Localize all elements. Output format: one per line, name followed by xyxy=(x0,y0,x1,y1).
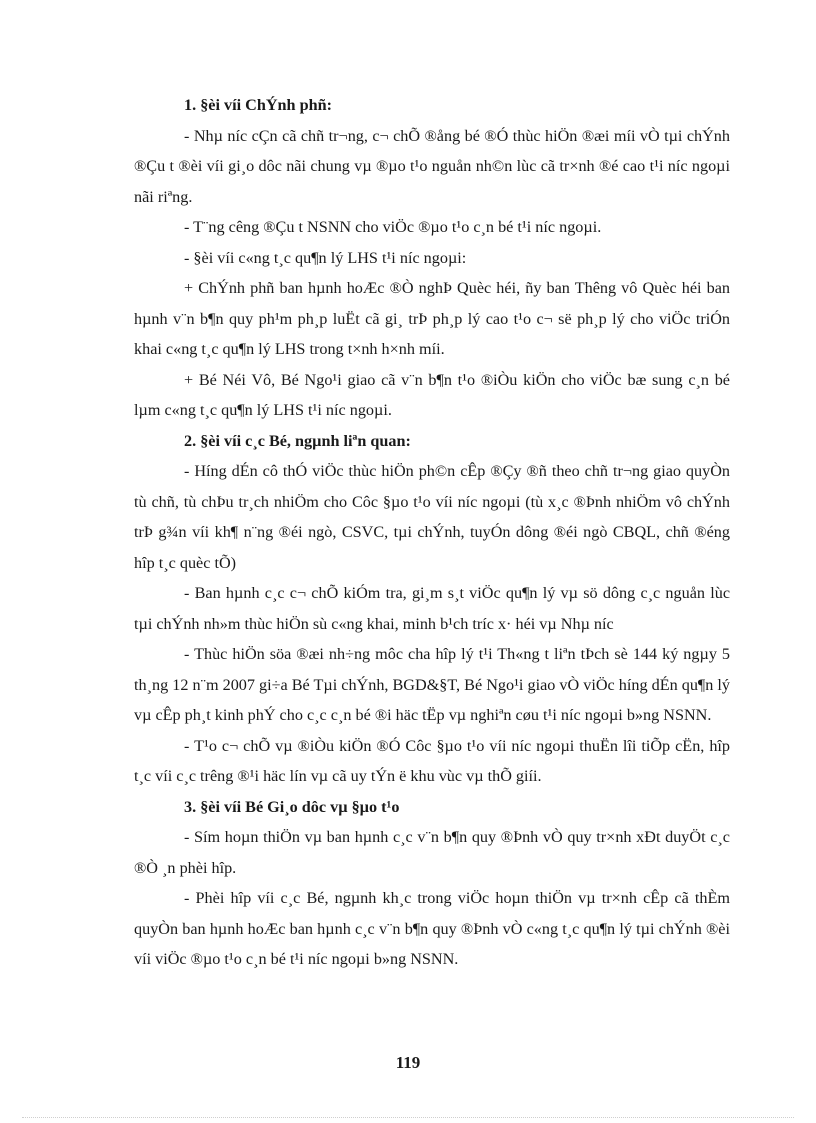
paragraph: - Ban hµnh c¸c c¬ chÕ kiÓm tra, gi¸m s¸t viÖc qu¶n lý vµ sö dông c¸c nguån lùc tµi chÝnh nh»m thùc hiÖn sù c«ng khai, minh b¹ch tríc x· héi vµ Nhµ níc xyxy=(134,584,730,633)
paragraph: - §èi víi c«ng t¸c qu¶n lý LHS t¹i níc ngoµi: xyxy=(184,248,467,267)
section-heading-2: 2. §èi víi c¸c Bé, ngµnh liªn quan: xyxy=(184,431,411,450)
paragraph: + ChÝnh phñ ban hµnh hoÆc ®Ò nghÞ Quèc héi, ñy ban Thêng vô Quèc héi ban hµnh v¨n b¶n quy ph¹m ph¸p luËt cã gi¸ trÞ ph¸p lý cao t¹o c¬ së ph¸p lý cho viÖc triÓn khai c«ng t¸c qu¶n lý LHS trong t×nh h×nh míi. xyxy=(134,279,730,358)
section-heading-3: 3. §èi víi Bé Gi¸o dôc vµ §µo t¹o xyxy=(184,797,400,816)
paragraph: + Bé Néi Vô, Bé Ngo¹i giao cã v¨n b¶n t¹o ®iÒu kiÖn cho viÖc bæ sung c¸n bé lµm c«ng t¸c qu¶n lý LHS t¹i níc ngoµi. xyxy=(134,370,730,419)
paragraph: - T¹o c¬ chÕ vµ ®iÒu kiÖn ®Ó Côc §µo t¹o víi níc ngoµi thuËn lîi tiÕp cËn, hîp t¸c víi c¸c trêng ®¹i häc lín vµ cã uy tÝn ë khu vùc vµ thÕ giíi. xyxy=(134,736,730,785)
page-number: 119 xyxy=(395,1053,421,1072)
paragraph: - T¨ng cêng ®Çu t NSNN cho viÖc ®µo t¹o c¸n bé t¹i níc ngoµi. xyxy=(184,218,602,236)
section-heading-1: 1. §èi víi ChÝnh phñ: xyxy=(184,96,332,114)
paragraph: - Híng dÉn cô thÓ viÖc thùc hiÖn ph©n cÊp ®Çy ®ñ theo chñ tr¬ng giao quyÒn tù chñ, tù chÞu tr¸ch nhiÖm cho Côc §µo t¹o víi níc ngoµi (tù x¸c ®Þnh nhiÖm vô chÝnh trÞ g¾n víi kh¶ n¨ng ®éi ngò, CSVC, tµi chÝnh, tuyÓn dông ®éi ngò CBQL, chñ ®éng hîp t¸c quèc tÕ) xyxy=(134,462,730,572)
paragraph: - Sím hoµn thiÖn vµ ban hµnh c¸c v¨n b¶n quy ®Þnh vÒ quy tr×nh xÐt duyÖt c¸c ®Ò ¸n phèi hîp. xyxy=(134,828,730,877)
paragraph: - Thùc hiÖn söa ®æi nh÷ng môc cha hîp lý t¹i Th«ng t liªn tÞch sè 144 ký ngµy 5 th¸ng 12 n¨m 2007 gi÷a Bé Tµi chÝnh, BGD&§T, Bé Ngo¹i giao vÒ viÖc híng dÉn qu¶n lý vµ cÊp ph¸t kinh phÝ cho c¸c c¸n bé ®i häc tËp vµ nghiªn cøu t¹i níc ngoµi b»ng NSNN. xyxy=(134,645,730,724)
footer-divider xyxy=(22,1117,794,1118)
paragraph: - Phèi hîp víi c¸c Bé, ngµnh kh¸c trong viÖc hoµn thiÖn vµ tr×nh cÊp cã thÈm quyÒn ban hµnh hoÆc ban hµnh c¸c v¨n b¶n quy ®Þnh vÒ c«ng t¸c qu¶n lý tµi chÝnh ®èi víi viÖc ®µo t¹o c¸n bé t¹i níc ngoµi b»ng NSNN. xyxy=(134,889,730,968)
page-body xyxy=(134,90,730,975)
paragraph: - Nhµ níc cÇn cã chñ tr¬ng, c¬ chÕ ®ång bé ®Ó thùc hiÖn ®æi míi vÒ tµi chÝnh ®Çu t ®èi víi gi¸o dôc nãi chung vµ ®µo t¹o nguån nh©n lùc cã tr×nh ®é cao t¹i níc ngoµi nãi riªng. xyxy=(134,126,730,206)
